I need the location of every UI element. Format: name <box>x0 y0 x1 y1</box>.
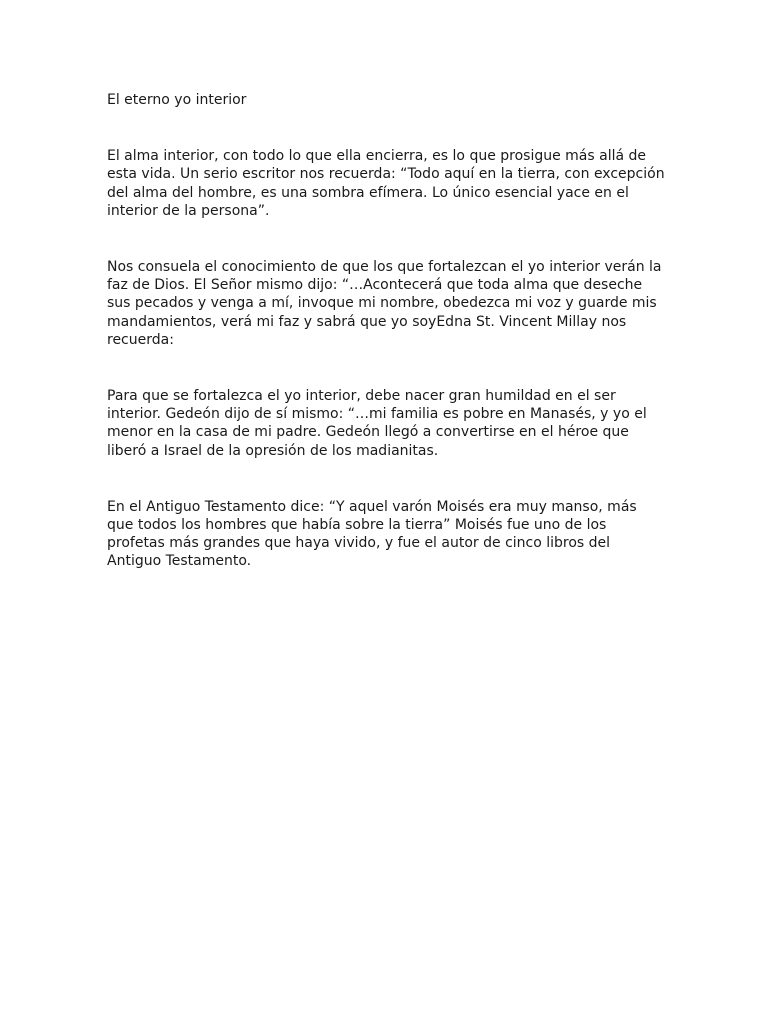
paragraph-4: En el Antiguo Testamento dice: “Y aquel varón Moisés era muy manso, más que todos los hombres que había sobre la tierra” Moisés fue uno de los profetas más grandes que haya vivido, y fue el autor de cinco libros del Antiguo Testamento. <box>107 498 637 570</box>
paragraph-3: Para que se fortalezca el yo interior, debe nacer gran humildad en el ser interior. Gedeón dijo de sí mismo: “…mi familia es pobre en Manasés, y yo el menor en la casa de mi padre. Gedeón llegó a convertirse en el héroe que liberó a Israel de la opresión de los madianitas. <box>107 388 647 459</box>
paragraph-1: El alma interior, con todo lo que ella encierra, es lo que prosigue más allá de esta vida. Un serio escritor nos recuerda: “Todo aquí en la tierra, con excepción del alma del hombre, es una sombra efímera. Lo único esencial yace en el interior de la persona”. <box>107 148 665 219</box>
paragraph-2: Nos consuela el conocimiento de que los que fortalezcan el yo interior verán la faz de Dios. El Señor mismo dijo: “…Acontecerá que toda alma que deseche sus pecados y venga a mí, invoque mi nombre, obedezca mi voz y guarde mis mandamientos, verá mi faz y sabrá que yo soyEdna St. Vincent Millay nos recuerda: <box>107 259 662 348</box>
document-title: El eterno yo interior <box>107 92 247 108</box>
document-body <box>107 91 667 571</box>
